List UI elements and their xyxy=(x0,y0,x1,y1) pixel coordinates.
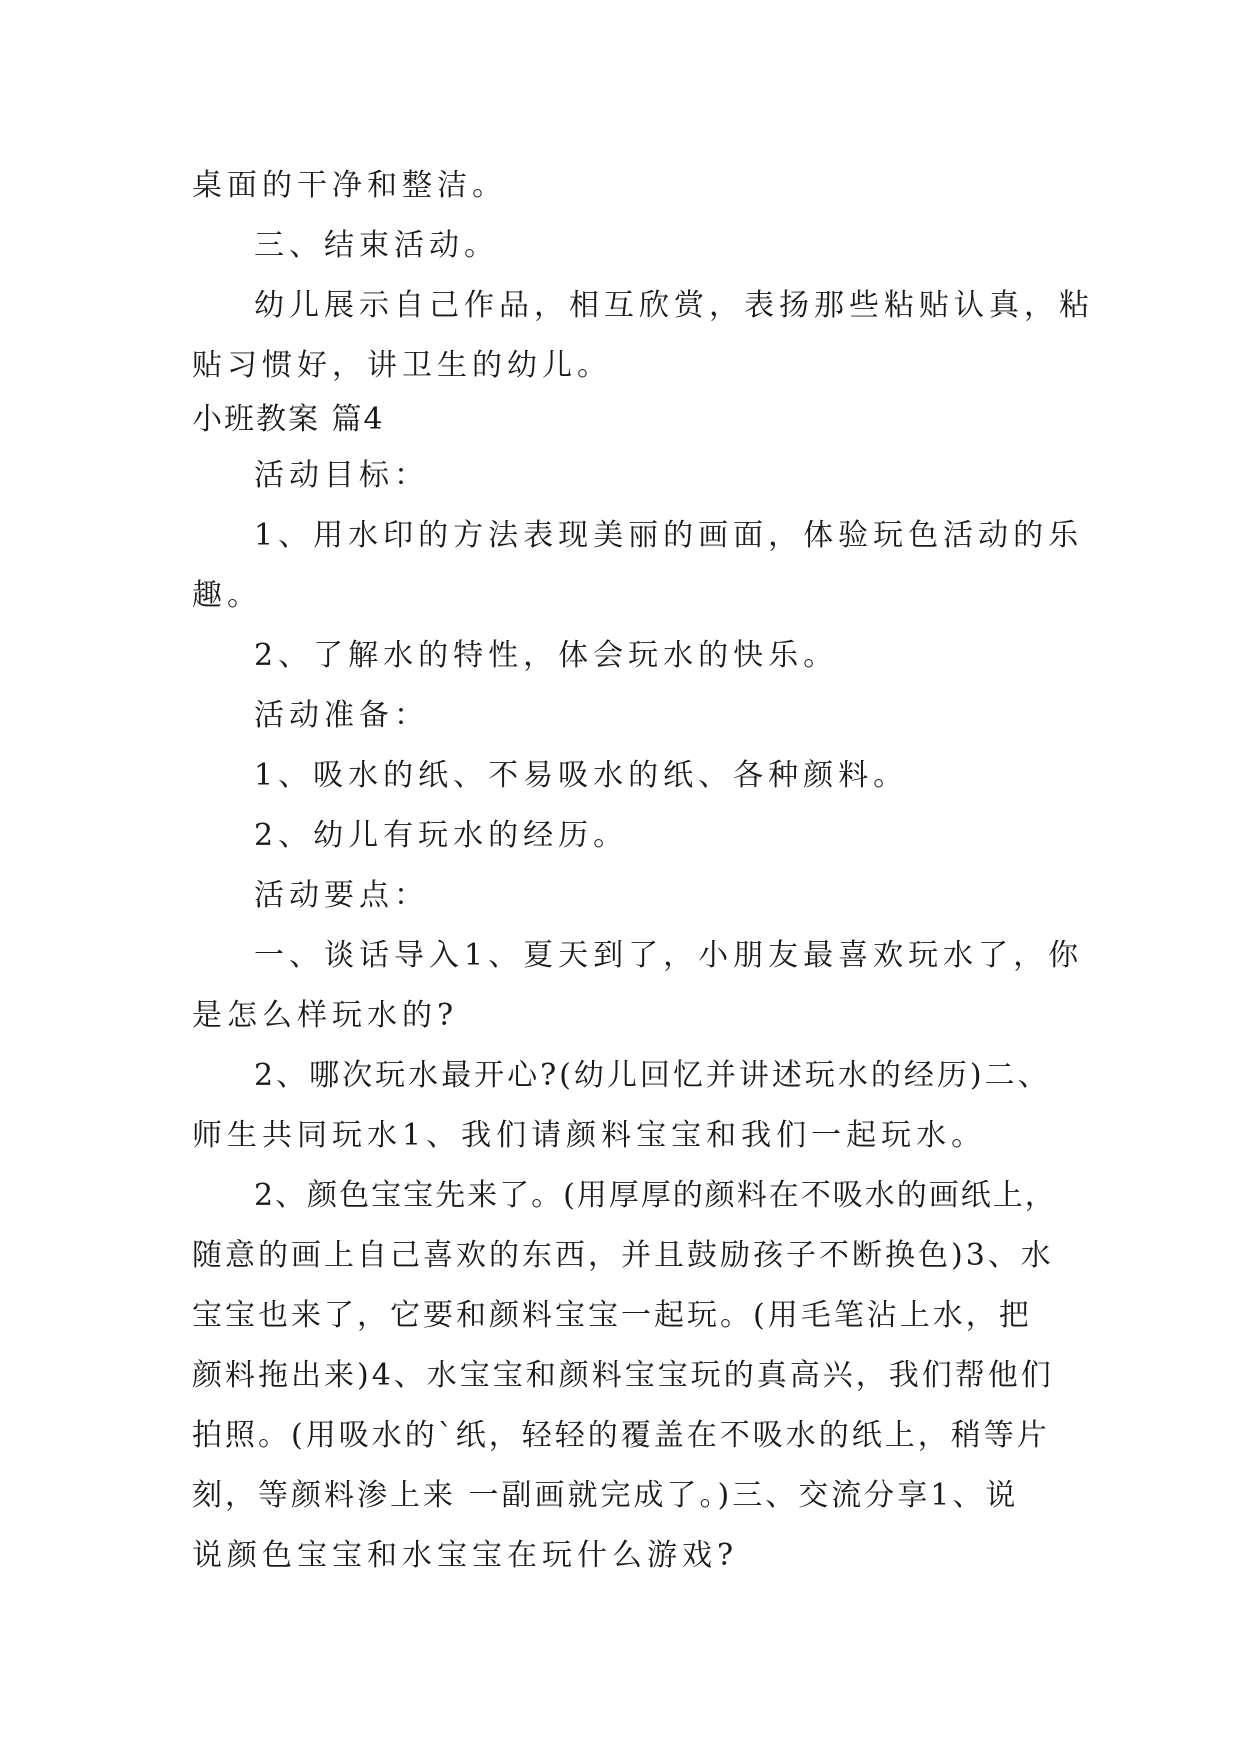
paragraph-line: 2、颜色宝宝先来了。(用厚厚的颜料在不吸水的画纸上， xyxy=(254,1178,1057,1213)
paragraph-line: 幼儿展示自己作品，相互欣赏，表扬那些粘贴认真，粘 xyxy=(254,288,1094,323)
paragraph-line: 贴习惯好，讲卫生的幼儿。 xyxy=(192,348,612,383)
paragraph-line: 2、幼儿有玩水的经历。 xyxy=(254,818,629,853)
paragraph-line: 2、哪次玩水最开心?(幼儿回忆并讲述玩水的经历)二、 xyxy=(254,1058,1051,1093)
paragraph-line: 师生共同玩水1、我们请颜料宝宝和我们一起玩水。 xyxy=(192,1118,987,1153)
paragraph-line: 趣。 xyxy=(192,578,262,613)
paragraph-line: 一、谈话导入1、夏天到了，小朋友最喜欢玩水了，你 xyxy=(254,938,1084,973)
paragraph-line: 桌面的干净和整洁。 xyxy=(192,168,507,203)
section-heading: 活动准备： xyxy=(254,698,429,733)
paragraph-line: 颜料拖出来)4、水宝宝和颜料宝宝玩的真高兴，我们帮他们 xyxy=(192,1358,1054,1393)
section-heading: 活动目标： xyxy=(254,458,429,493)
paragraph-line: 是怎么样玩水的? xyxy=(192,998,459,1033)
paragraph-line: 随意的画上自己喜欢的东西，并且鼓励孩子不断换色)3、水 xyxy=(192,1238,1054,1273)
paragraph-line: 说颜色宝宝和水宝宝在玩什么游戏? xyxy=(192,1538,739,1573)
lesson-title: 小班教案 篇4 xyxy=(192,402,385,437)
paragraph-line: 2、了解水的特性，体会玩水的快乐。 xyxy=(254,638,839,673)
section-heading: 活动要点： xyxy=(254,878,429,913)
section-heading: 三、结束活动。 xyxy=(254,228,499,263)
paragraph-line: 拍照。(用吸水的`纸，轻轻的覆盖在不吸水的纸上，稍等片 xyxy=(192,1418,1050,1453)
paragraph-line: 1、吸水的纸、不易吸水的纸、各种颜料。 xyxy=(254,758,909,793)
paragraph-line: 1、用水印的方法表现美丽的画面，体验玩色活动的乐 xyxy=(254,518,1084,553)
paragraph-line: 宝宝也来了，它要和颜料宝宝一起玩。(用毛笔沾上水，把 xyxy=(192,1298,1032,1333)
paragraph-line: 刻，等颜料渗上来 一副画就完成了。)三、交流分享1、说 xyxy=(192,1478,1019,1513)
